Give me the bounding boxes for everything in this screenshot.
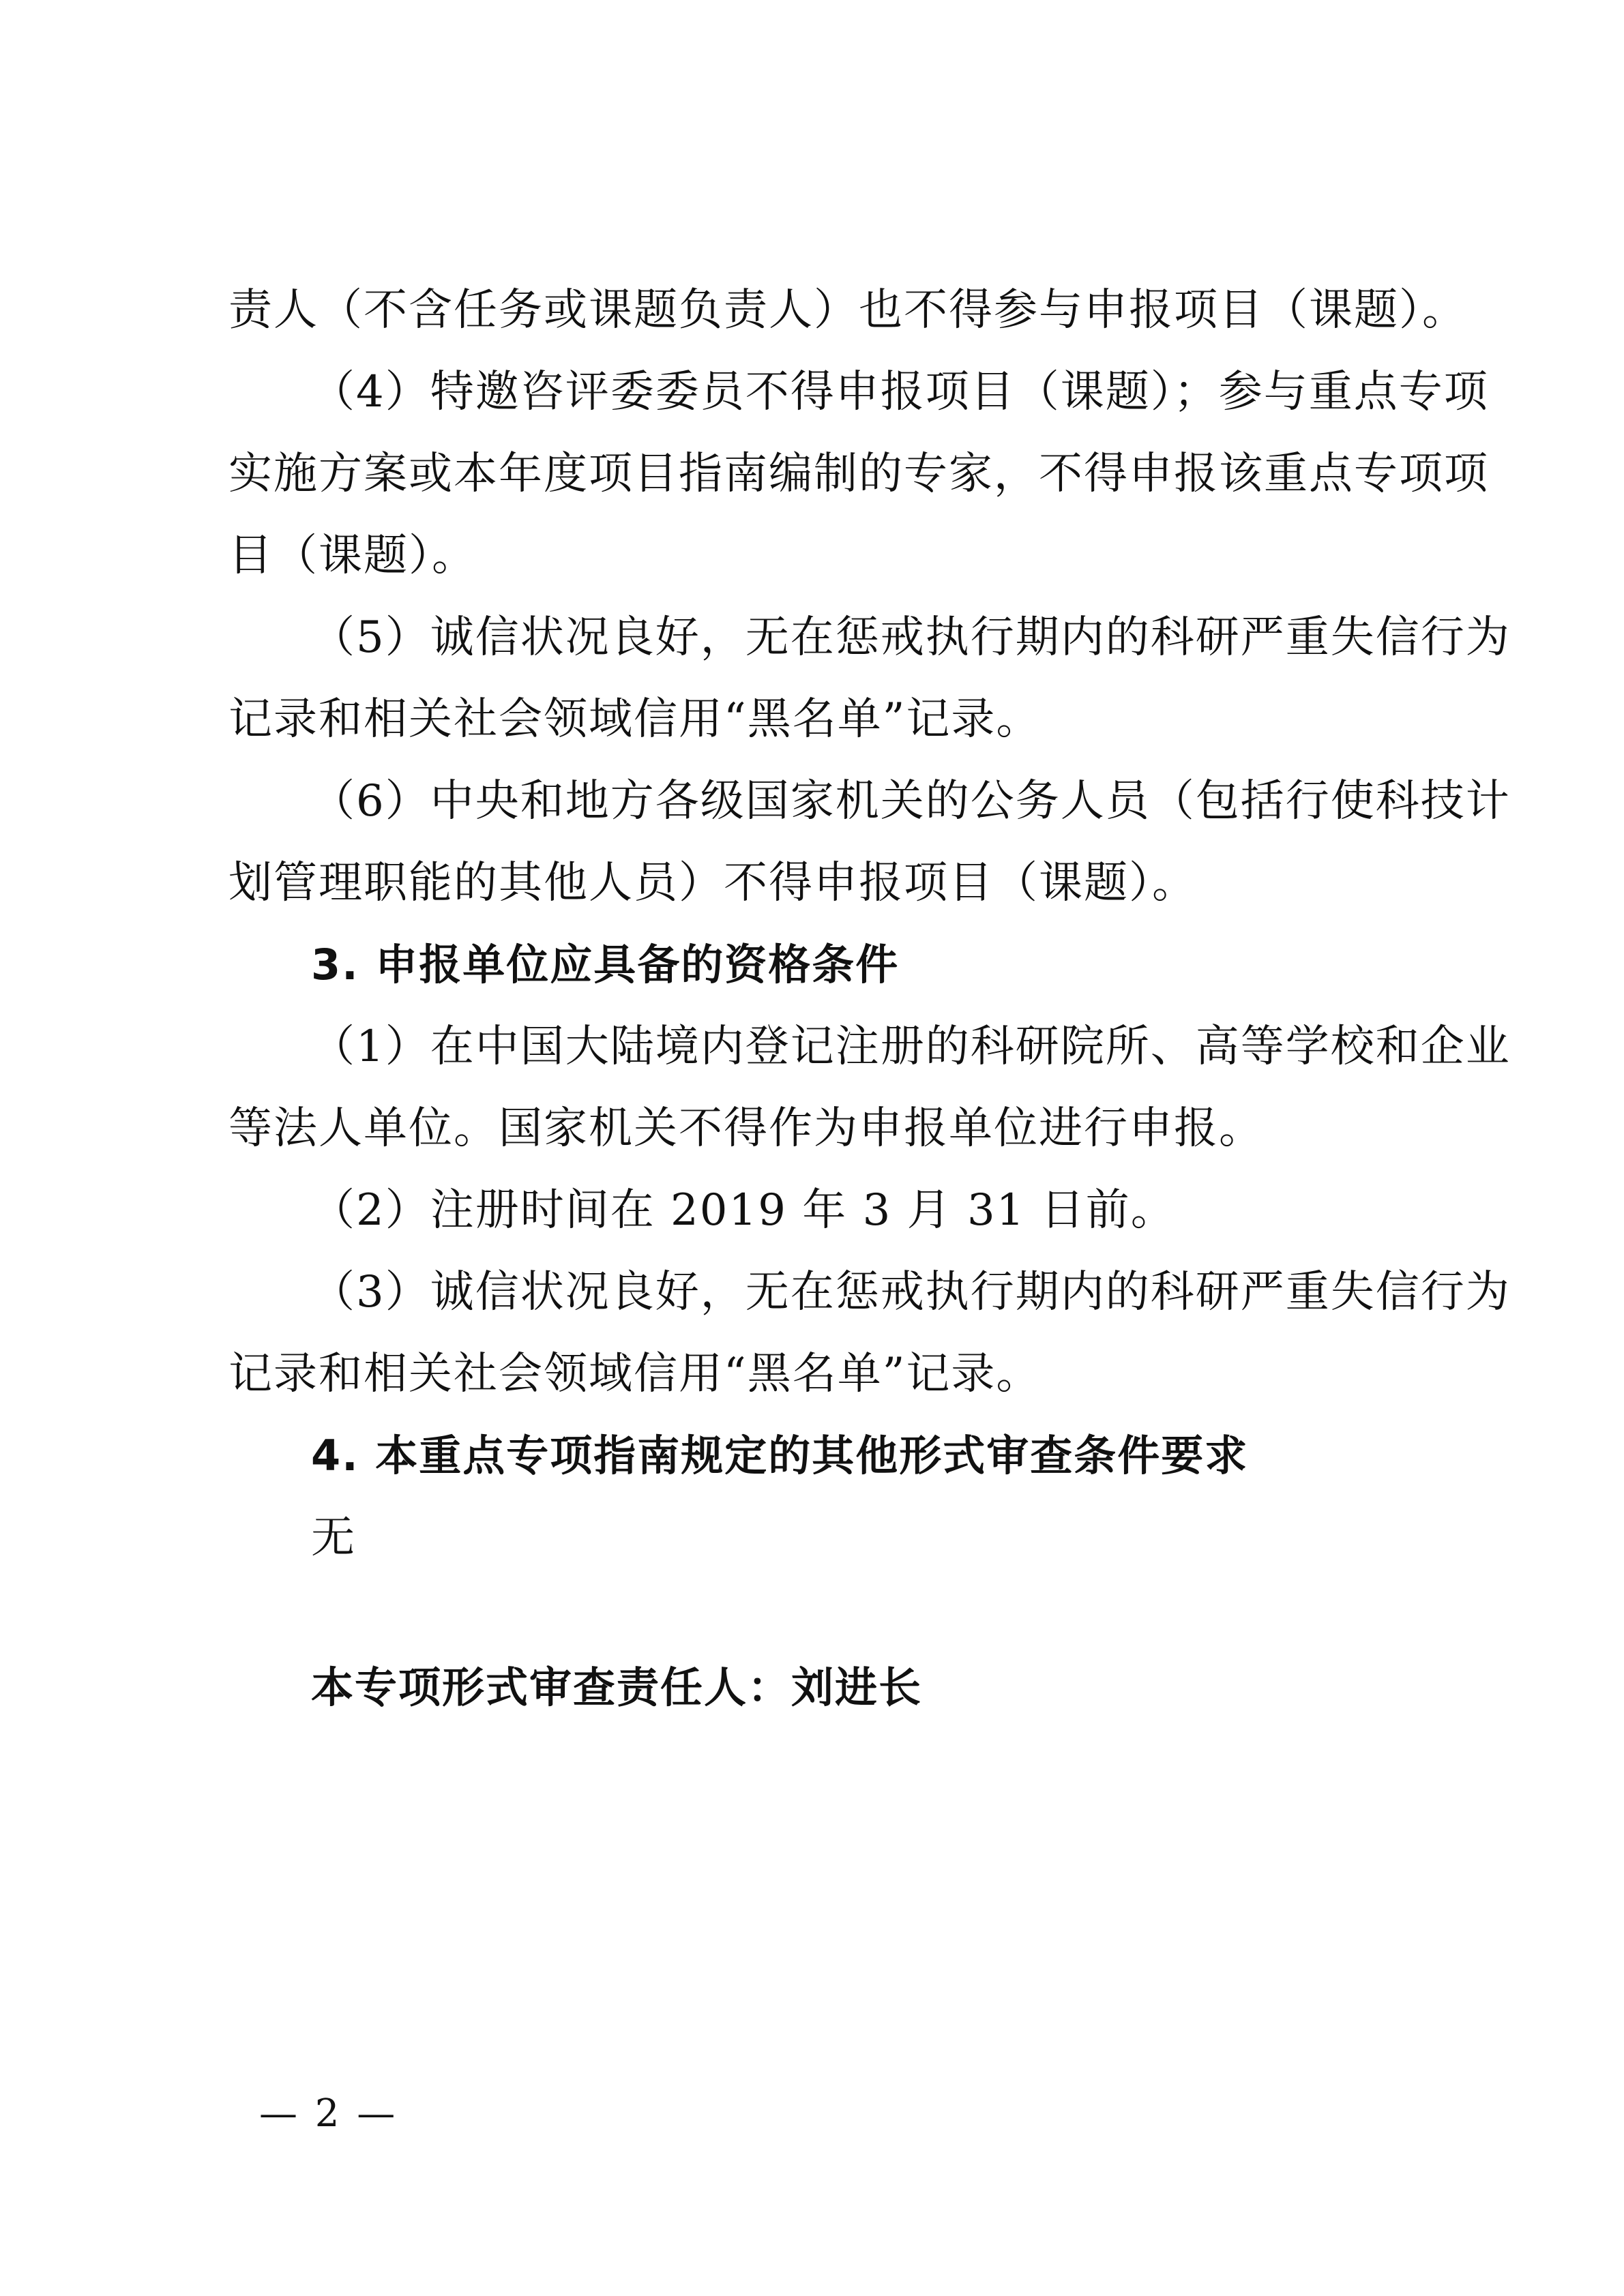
paragraph-line: （2）注册时间在 2019 年 3 月 31 日前。 bbox=[311, 1185, 1176, 1236]
paragraph-line: （5）诚信状况良好，无在惩戒执行期内的科研严重失信行为 bbox=[311, 612, 1511, 663]
section-heading: 3. 申报单位应具备的资格条件 bbox=[311, 940, 900, 989]
page-number: — 2 — bbox=[259, 2091, 398, 2136]
paragraph-line: （3）诚信状况良好，无在惩戒执行期内的科研严重失信行为 bbox=[311, 1267, 1511, 1317]
paragraph-line: 划管理职能的其他人员）不得申报项目（课题）。 bbox=[228, 858, 1197, 908]
paragraph-line: （4）特邀咨评委委员不得申报项目（课题）；参与重点专项 bbox=[311, 367, 1489, 417]
paragraph-line: 记录和相关社会领域信用“黑名单”记录。 bbox=[228, 1349, 1042, 1399]
paragraph-line: 记录和相关社会领域信用“黑名单”记录。 bbox=[228, 694, 1042, 745]
paragraph-line: 无 bbox=[311, 1512, 356, 1563]
paragraph-line: 目（课题）。 bbox=[228, 531, 477, 581]
paragraph-line: 实施方案或本年度项目指南编制的专家，不得申报该重点专项项 bbox=[228, 449, 1489, 499]
paragraph-line: 等法人单位。国家机关不得作为申报单位进行申报。 bbox=[228, 1103, 1264, 1154]
paragraph-line: （1）在中国大陆境内登记注册的科研院所、高等学校和企业 bbox=[311, 1022, 1511, 1072]
paragraph-line: （6）中央和地方各级国家机关的公务人员（包括行使科技计 bbox=[311, 776, 1511, 826]
section-heading: 4. 本重点专项指南规定的其他形式审查条件要求 bbox=[311, 1431, 1249, 1480]
paragraph-line: 责人（不含任务或课题负责人）也不得参与申报项目（课题）。 bbox=[228, 285, 1467, 336]
responsible-person: 本专项形式审查责任人：刘进长 bbox=[311, 1663, 923, 1712]
